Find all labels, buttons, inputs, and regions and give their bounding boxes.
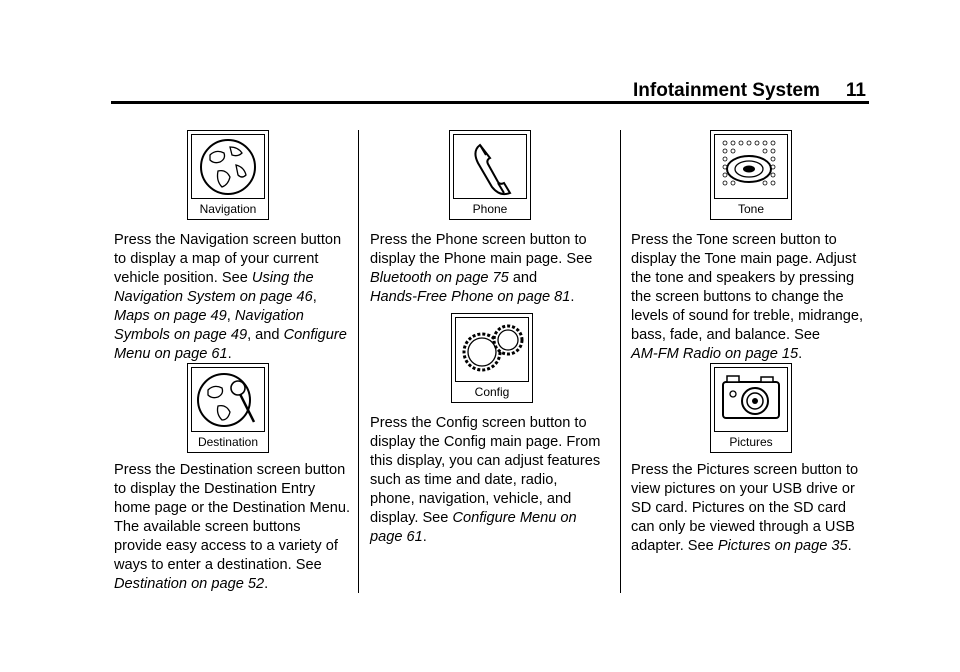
destination-screen-button [187,363,269,453]
phone-paragraph: Press the Phone screen button to display the Phone main page. See Bluetooth on page 75 and Hands-Free Phone on page 81. [370,232,593,305]
column-divider-1 [358,130,359,593]
phone-screen-button [449,130,531,220]
destination-globe-icon [188,364,268,434]
link-am-fm-radio[interactable]: AM-FM Radio on page 15 [631,346,799,362]
config-paragraph: Press the Config screen button to display the Config main page. From this display, you can adjust features such as time and date, radio, phone, navigation, vehicle, and display. See Configure Menu on page 61. [370,415,601,545]
navigation-caption: Navigation [199,202,257,216]
pictures-caption: Pictures [729,435,773,449]
destination-paragraph: Press the Destination screen button to display the Destination Entry home page or the Destination Menu. The available screen buttons provide easy access to a variety of ways to enter a destination. See Destination on page 52. [114,462,351,592]
tone-screen-button [710,130,792,220]
tone-paragraph: Press the Tone screen button to display the Tone main page. Adjust the tone and speakers by pressing the screen buttons to change the levels of sound for treble, midrange, bass, fade, and balance. See AM-FM Radio on page 15. [631,232,864,362]
link-navigation-symbols-a[interactable]: Navigation [234,308,304,324]
destination-caption: Destination [197,435,259,449]
link-configure-menu-a[interactable]: Configure Menu on [452,510,577,526]
link-using-navigation[interactable]: Using the [251,270,314,286]
globe-icon [188,131,268,201]
link-destination[interactable]: Destination on page 52 [114,576,265,592]
pictures-screen-button [710,363,792,453]
gears-icon [452,314,532,384]
section-title: Infotainment System [633,80,820,101]
header-rule [111,101,869,104]
pictures-paragraph: Press the Pictures screen button to view pictures on your USB drive or SD card. Pictures on the SD card can only be viewed through a USB adapter. See Pictures on page 35. [631,462,859,554]
link-maps[interactable]: Maps on page 49 [114,308,227,324]
config-screen-button [451,313,533,403]
phone-caption: Phone [472,202,508,216]
page-header [633,80,866,102]
tone-caption: Tone [737,202,765,216]
phone-handset-icon [450,131,530,201]
navigation-paragraph: Press the Navigation screen button to display a map of your current vehicle position. See Using the Navigation System on page 46, Maps on page 49, Navigation Symbols on page 49, and Configure Menu on page 61. [114,232,347,362]
config-caption: Config [474,385,510,399]
speaker-icon [711,131,791,201]
link-pictures[interactable]: Pictures on page 35 [717,538,848,554]
column-divider-2 [620,130,621,593]
link-configure-a[interactable]: Configure [283,327,347,343]
page-number: 11 [845,80,866,101]
camera-icon [711,364,791,434]
link-hands-free[interactable]: Hands-Free Phone on page 81 [370,289,571,305]
link-configure-b[interactable]: Menu on page 61 [114,346,228,362]
link-navigation-symbols-b[interactable]: Symbols on page 49 [114,327,248,343]
link-configure-menu-b[interactable]: page 61 [370,529,423,545]
navigation-screen-button [187,130,269,220]
link-bluetooth[interactable]: Bluetooth on page 75 [370,270,509,286]
link-navigation-system[interactable]: Navigation System on page 46 [114,289,313,305]
